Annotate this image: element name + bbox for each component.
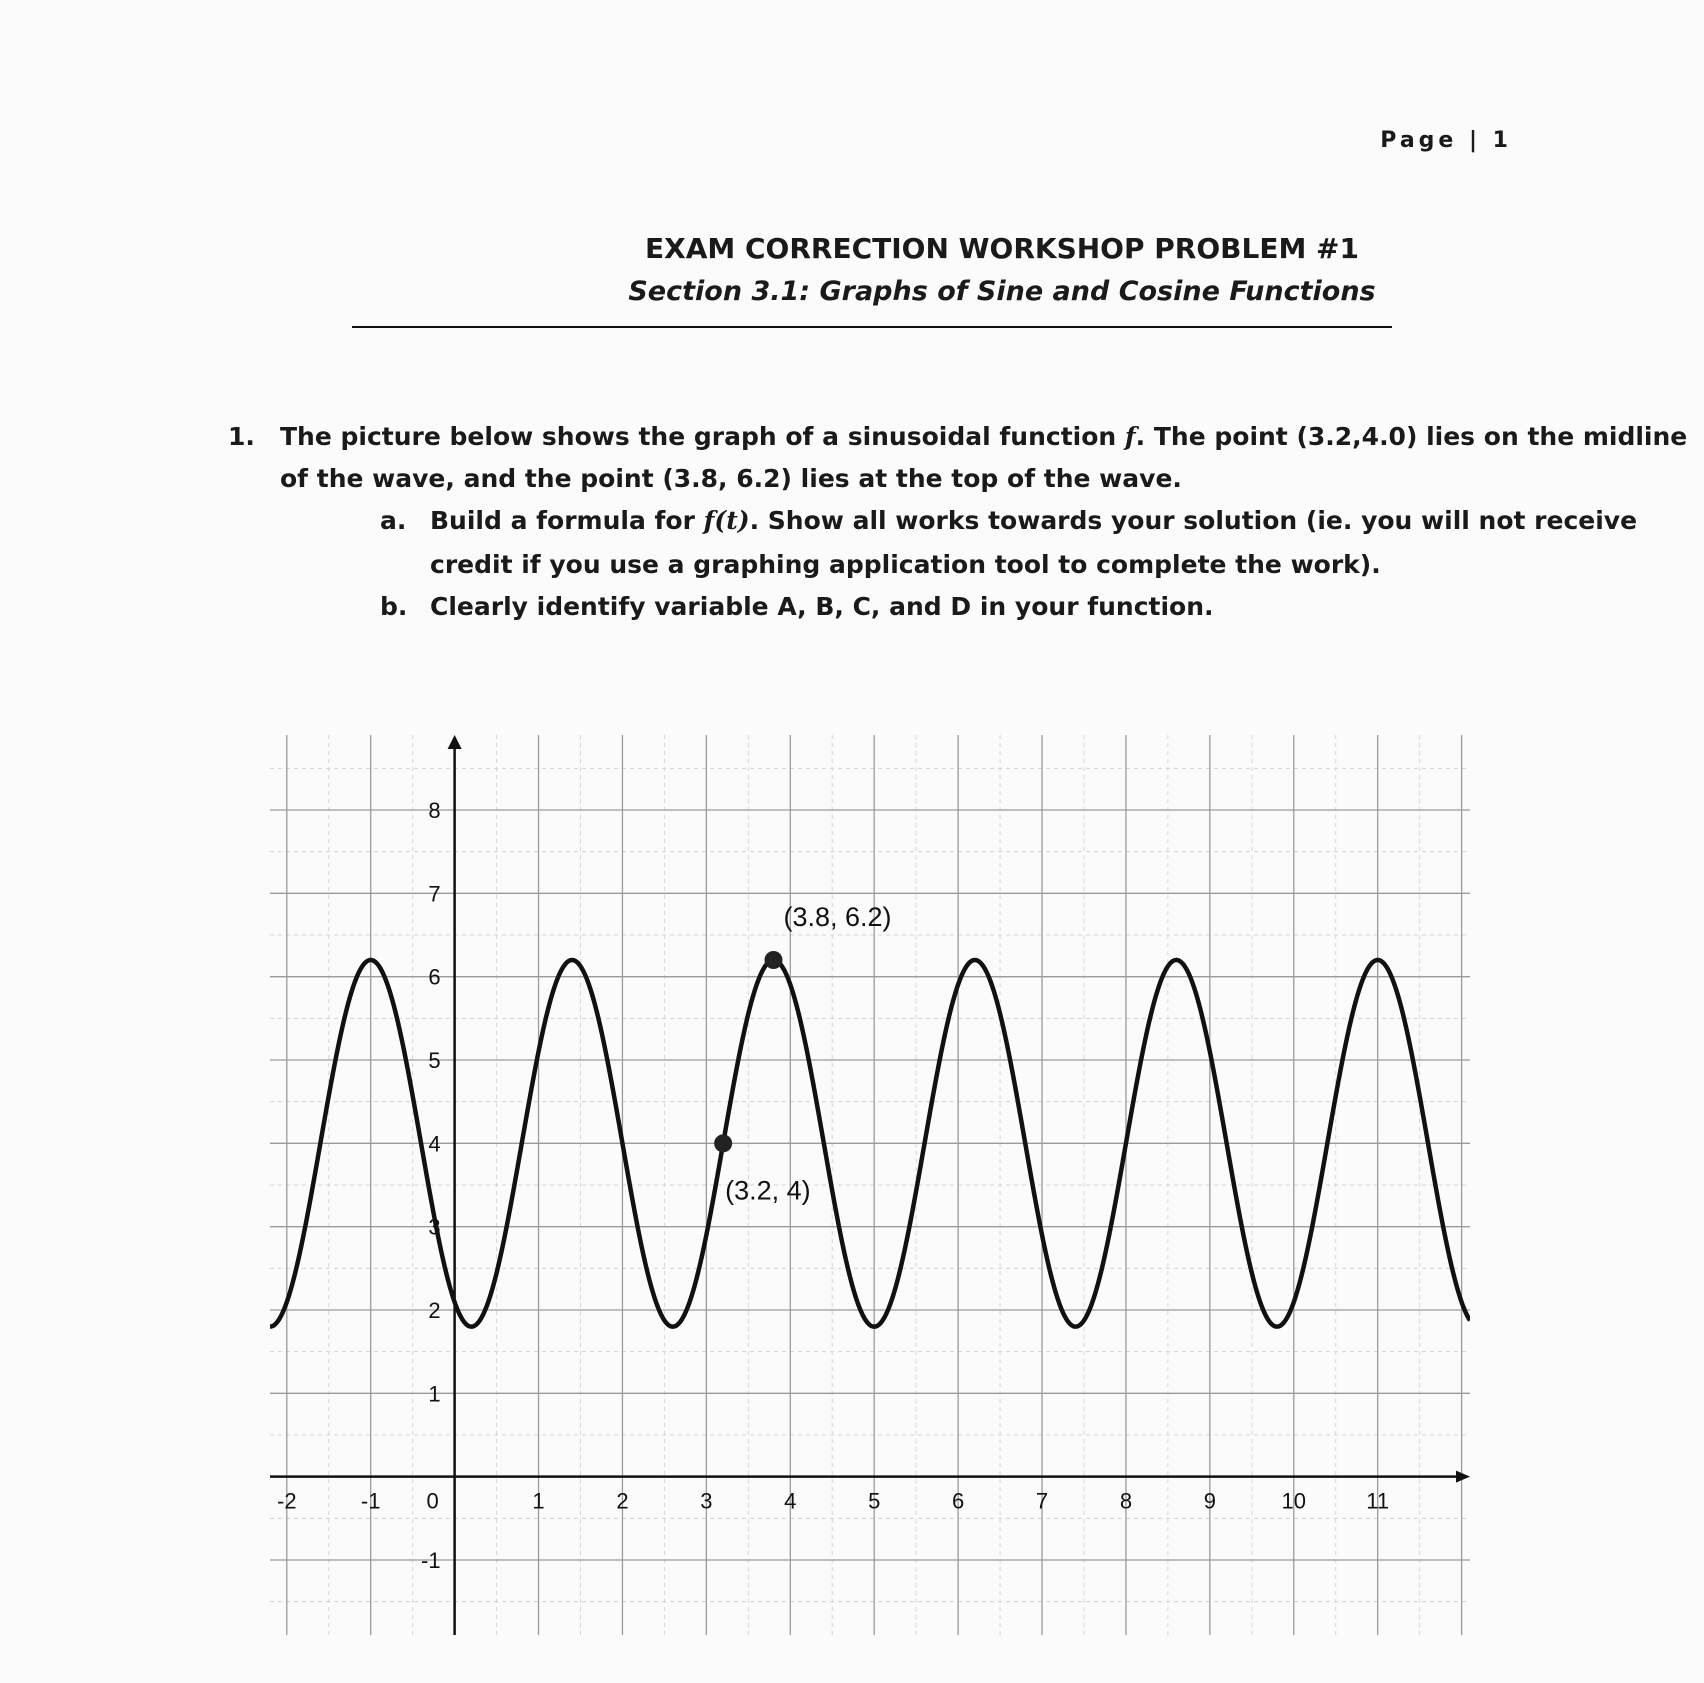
x-tick-label: -1 xyxy=(360,1488,381,1514)
y-tick-label: 5 xyxy=(428,1048,441,1073)
x-tick-label: 2 xyxy=(616,1488,629,1514)
y-tick-label: 3 xyxy=(428,1214,441,1240)
part-a-text-line1: Build a formula for f(t). Show all works towards your solution (ie. you will not receive xyxy=(430,506,1638,535)
y-tick-label: 8 xyxy=(428,798,441,823)
x-tick-label: 11 xyxy=(1366,1488,1390,1514)
y-tick-label: 6 xyxy=(428,964,441,990)
y-tick-label: 7 xyxy=(428,881,441,907)
page-title: EXAM CORRECTION WORKSHOP PROBLEM #1 xyxy=(644,232,1359,265)
y-tick-label: 4 xyxy=(428,1131,441,1157)
part-a-label: a. xyxy=(380,506,407,535)
title-divider xyxy=(352,326,1392,328)
point-label: (3.2, 4) xyxy=(725,1175,811,1206)
x-tick-label: -2 xyxy=(277,1488,297,1514)
part-a-text-line2: credit if you use a graphing application tool to complete the work). xyxy=(430,550,1381,579)
x-tick-label: 6 xyxy=(951,1488,965,1514)
part-b-label: b. xyxy=(380,592,408,621)
x-axis-arrow xyxy=(1456,1471,1470,1483)
x-tick-label: 9 xyxy=(1203,1488,1216,1514)
x-tick-label: 7 xyxy=(1035,1488,1049,1514)
point-label: (3.8, 6.2) xyxy=(783,902,892,932)
x-tick-label: 3 xyxy=(700,1488,713,1514)
y-axis-arrow xyxy=(448,735,462,749)
part-b-text: Clearly identify variable A, B, C, and D in your function. xyxy=(430,592,1214,621)
question-text-line2: of the wave, and the point (3.8, 6.2) lies at the top of the wave. xyxy=(280,464,1182,493)
x-tick-label: 4 xyxy=(784,1488,797,1514)
x-tick-label: 1 xyxy=(532,1488,545,1514)
x-tick-label: 5 xyxy=(868,1488,881,1514)
y-tick-label: 1 xyxy=(428,1381,441,1407)
x-tick-label: 8 xyxy=(1119,1488,1133,1514)
y-tick-label: 2 xyxy=(428,1298,441,1323)
data-point xyxy=(714,1134,732,1152)
section-subtitle: Section 3.1: Graphs of Sine and Cosine Functions xyxy=(628,276,1376,307)
sinusoid-graph xyxy=(270,735,1470,1635)
question-number: 1. xyxy=(228,422,255,451)
question-text-line1: The picture below shows the graph of a sinusoidal function f. The point (3.2,4.0) lies on the midline xyxy=(280,422,1688,451)
y-tick-label: -1 xyxy=(421,1548,441,1573)
data-point xyxy=(764,951,782,969)
x-tick-label: 0 xyxy=(426,1488,439,1514)
page-number: Page | 1 xyxy=(1380,128,1512,153)
x-tick-label: 10 xyxy=(1281,1488,1307,1514)
